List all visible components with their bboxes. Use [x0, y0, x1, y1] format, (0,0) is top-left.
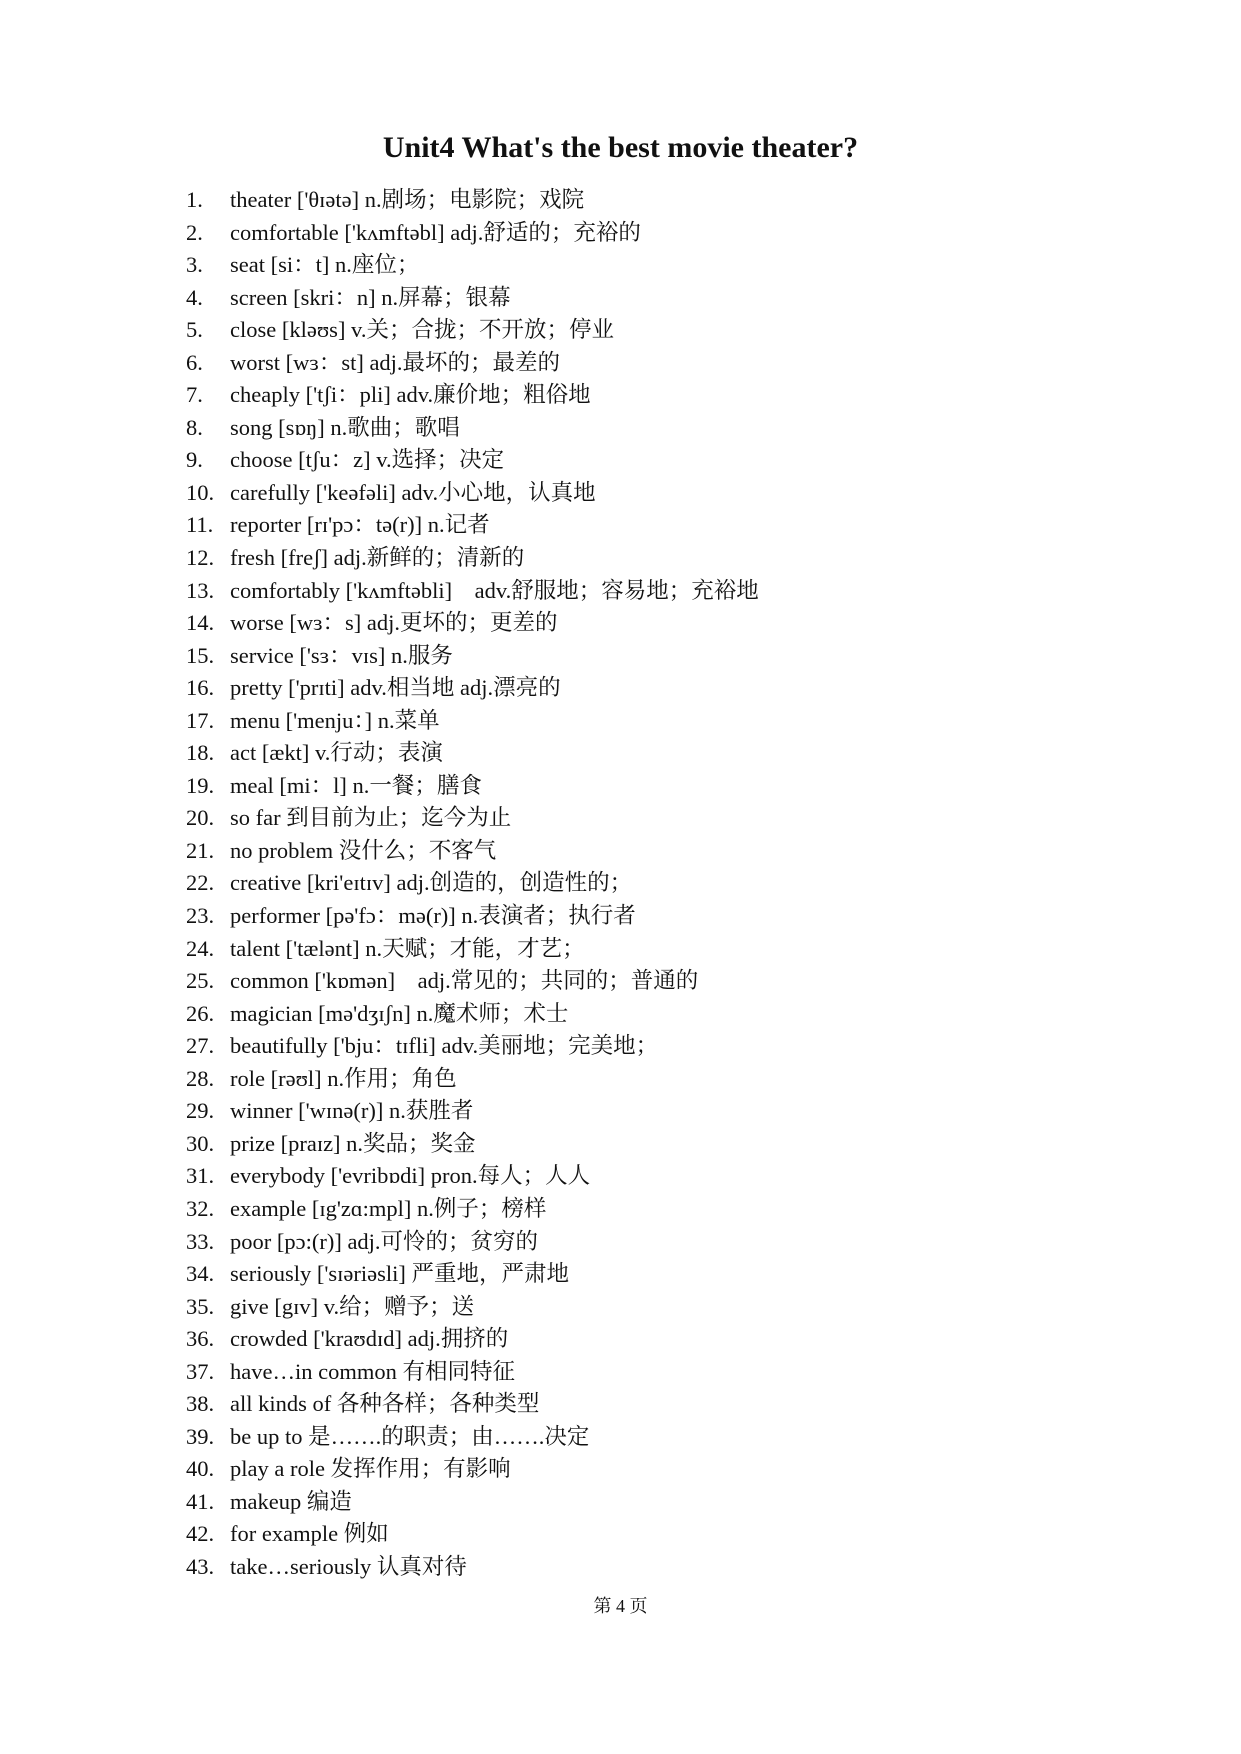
vocab-item-number: 34.: [186, 1261, 215, 1287]
vocab-item-text: creative [kri'eɪtɪv] adj.创造的，创造性的；: [230, 870, 633, 896]
vocab-item-text: menu ['menju：] n.菜单: [230, 707, 440, 733]
vocab-item-text: cheaply ['tʃi：pli] adv.廉价地；粗俗地: [230, 382, 591, 408]
vocab-item-number: 11.: [186, 512, 214, 538]
vocab-item-number: 39.: [186, 1423, 215, 1449]
vocab-item: [186, 1095, 759, 1128]
vocab-item-text: for example 例如: [230, 1521, 389, 1547]
vocab-item-text: no problem 没什么；不客气: [230, 837, 497, 863]
vocab-item: [186, 249, 759, 282]
vocab-item-text: have…in common 有相同特征: [230, 1358, 515, 1384]
vocab-item: [186, 444, 759, 477]
vocab-item-number: 21.: [186, 837, 215, 863]
vocab-item: [186, 1518, 759, 1551]
vocab-item-text: crowded ['kraʊdɪd] adj.拥挤的: [230, 1326, 509, 1352]
vocab-item-text: everybody ['evribɒdi] pron.每人；人人: [230, 1163, 591, 1189]
vocab-item-text: makeup 编造: [230, 1488, 352, 1514]
vocab-item-number: 6.: [186, 349, 203, 375]
vocab-item-text: close [kləʊs] v.关；合拢；不开放；停业: [230, 317, 614, 343]
vocab-item-text: carefully ['keəfəli] adv.小心地，认真地: [230, 479, 596, 505]
vocab-item: [186, 1486, 759, 1519]
vocab-item-number: 5.: [186, 317, 203, 343]
vocab-item: [186, 509, 759, 542]
vocab-item-number: 17.: [186, 707, 215, 733]
vocab-item-number: 15.: [186, 642, 215, 668]
vocab-item-text: comfortably ['kʌmftəbli] adv.舒服地；容易地；充裕地: [230, 577, 759, 603]
vocab-item-number: 27.: [186, 1033, 215, 1059]
vocab-item-number: 16.: [186, 675, 215, 701]
vocab-item-number: 30.: [186, 1130, 215, 1156]
vocab-item-text: song [sɒŋ] n.歌曲；歌唱: [230, 414, 460, 440]
vocab-item-number: 3.: [186, 252, 203, 278]
vocab-item-text: magician [mə'dʒɪʃn] n.魔术师；术士: [230, 1000, 569, 1026]
vocab-item-number: 43.: [186, 1553, 215, 1579]
vocab-item-text: all kinds of 各种各样；各种类型: [230, 1391, 540, 1417]
vocab-item-number: 22.: [186, 870, 215, 896]
vocab-item: [186, 184, 759, 217]
vocab-item: [186, 1388, 759, 1421]
vocab-item: [186, 933, 759, 966]
vocab-item: [186, 1030, 759, 1063]
vocab-item-number: 19.: [186, 772, 215, 798]
vocab-item-number: 36.: [186, 1326, 215, 1352]
vocab-item-number: 4.: [186, 284, 203, 310]
vocab-item: [186, 217, 759, 250]
vocab-item: [186, 835, 759, 868]
vocab-item: [186, 1421, 759, 1454]
vocab-item: [186, 737, 759, 770]
vocab-item: [186, 1356, 759, 1389]
vocab-item-number: 23.: [186, 903, 215, 929]
vocab-item-text: meal [mi：l] n.一餐；膳食: [230, 772, 482, 798]
vocab-item-text: be up to 是…….的职责；由…….决定: [230, 1423, 590, 1449]
vocab-item-text: winner ['wɪnə(r)] n.获胜者: [230, 1098, 474, 1124]
vocab-item-number: 31.: [186, 1163, 215, 1189]
vocab-item: [186, 542, 759, 575]
vocab-item-number: 32.: [186, 1195, 215, 1221]
vocab-item-text: performer [pə'fɔ：mə(r)] n.表演者；执行者: [230, 903, 636, 929]
vocab-item-number: 35.: [186, 1293, 215, 1319]
vocab-item: [186, 1258, 759, 1291]
vocab-item: [186, 607, 759, 640]
vocab-item: [186, 575, 759, 608]
vocab-item-text: seat [si：t] n.座位；: [230, 252, 420, 278]
vocab-item-text: seriously ['sɪəriəsli] 严重地，严肃地: [230, 1261, 570, 1287]
vocab-item-number: 28.: [186, 1065, 215, 1091]
vocab-item-number: 12.: [186, 545, 215, 571]
vocab-item: [186, 1128, 759, 1161]
vocabulary-list: [186, 184, 759, 1584]
vocab-item: [186, 1323, 759, 1356]
vocab-item-text: play a role 发挥作用；有影响: [230, 1456, 511, 1482]
vocab-item-text: take…seriously 认真对待: [230, 1553, 467, 1579]
vocab-item: [186, 314, 759, 347]
vocab-item-number: 33.: [186, 1228, 215, 1254]
vocab-item-text: so far 到目前为止；迄今为止: [230, 805, 512, 831]
vocab-item: [186, 1160, 759, 1193]
vocab-item-number: 18.: [186, 740, 215, 766]
vocab-item-number: 42.: [186, 1521, 215, 1547]
vocab-item: [186, 379, 759, 412]
vocab-item-number: 7.: [186, 382, 203, 408]
vocab-item-number: 37.: [186, 1358, 215, 1384]
vocab-item: [186, 1453, 759, 1486]
vocab-item-number: 26.: [186, 1000, 215, 1026]
vocab-item-text: give [gɪv] v.给；赠予；送: [230, 1293, 475, 1319]
vocab-item: [186, 282, 759, 315]
vocab-item-number: 29.: [186, 1098, 215, 1124]
vocab-item: [186, 900, 759, 933]
vocab-item-text: reporter [rɪ'pɔ：tə(r)] n.记者: [230, 512, 490, 538]
vocab-item-number: 13.: [186, 577, 215, 603]
vocab-item: [186, 998, 759, 1031]
vocab-item-text: theater ['θɪətə] n.剧场；电影院；戏院: [230, 187, 585, 212]
vocab-item-number: 14.: [186, 610, 215, 636]
vocab-item-number: 38.: [186, 1391, 215, 1417]
vocab-item: [186, 412, 759, 445]
vocab-item-number: 40.: [186, 1456, 215, 1482]
vocab-item-number: 24.: [186, 935, 215, 961]
vocab-item: [186, 802, 759, 835]
vocab-item: [186, 770, 759, 803]
vocab-item-text: worst [wɜ：st] adj.最坏的；最差的: [230, 349, 561, 375]
vocab-item: [186, 1226, 759, 1259]
vocab-item-text: worse [wɜ：s] adj.更坏的；更差的: [230, 610, 558, 636]
vocab-item: [186, 1291, 759, 1324]
vocab-item-text: choose [tʃu：z] v.选择；决定: [230, 447, 505, 473]
vocab-item-text: fresh [freʃ] adj.新鲜的；清新的: [230, 545, 525, 571]
page-title: Unit4 What's the best movie theater?: [382, 131, 859, 164]
vocab-item: [186, 965, 759, 998]
vocab-item-text: role [rəʊl] n.作用；角色: [230, 1065, 457, 1091]
vocab-item-number: 1.: [186, 187, 203, 212]
vocab-item: [186, 705, 759, 738]
vocab-item-number: 20.: [186, 805, 215, 831]
vocab-item-text: prize [praɪz] n.奖品；奖金: [230, 1130, 476, 1156]
vocab-item: [186, 640, 759, 673]
vocab-item: [186, 347, 759, 380]
vocab-item: [186, 477, 759, 510]
vocab-item-number: 41.: [186, 1488, 215, 1514]
vocab-item-number: 8.: [186, 414, 203, 440]
vocab-item-number: 25.: [186, 968, 215, 994]
page-number: 第 4 页: [593, 1596, 648, 1616]
vocab-item-number: 9.: [186, 447, 203, 473]
vocab-item-text: example [ɪg'zɑ:mpl] n.例子；榜样: [230, 1195, 547, 1221]
vocab-item-text: service ['sɜ：vɪs] n.服务: [230, 642, 453, 668]
vocab-item-text: common ['kɒmən] adj.常见的；共同的；普通的: [230, 968, 699, 994]
vocab-item: [186, 1063, 759, 1096]
vocab-item-text: poor [pɔ:(r)] adj.可怜的；贫穷的: [230, 1228, 539, 1254]
vocab-item-text: act [ækt] v.行动；表演: [230, 740, 443, 766]
vocab-item-number: 2.: [186, 219, 203, 245]
vocab-item-text: pretty ['prɪti] adv.相当地 adj.漂亮的: [230, 675, 561, 701]
vocab-item: [186, 672, 759, 705]
vocab-item: [186, 1551, 759, 1584]
vocab-item: [186, 867, 759, 900]
vocab-item-text: comfortable ['kʌmftəbl] adj.舒适的；充裕的: [230, 219, 641, 245]
vocab-item-text: talent ['tælənt] n.天赋；才能，才艺；: [230, 935, 585, 961]
vocab-item-text: beautifully ['bju：tɪfli] adv.美丽地；完美地；: [230, 1033, 659, 1059]
vocab-item-text: screen [skri：n] n.屏幕；银幕: [230, 284, 511, 310]
vocab-item-number: 10.: [186, 479, 215, 505]
vocab-item: [186, 1193, 759, 1226]
